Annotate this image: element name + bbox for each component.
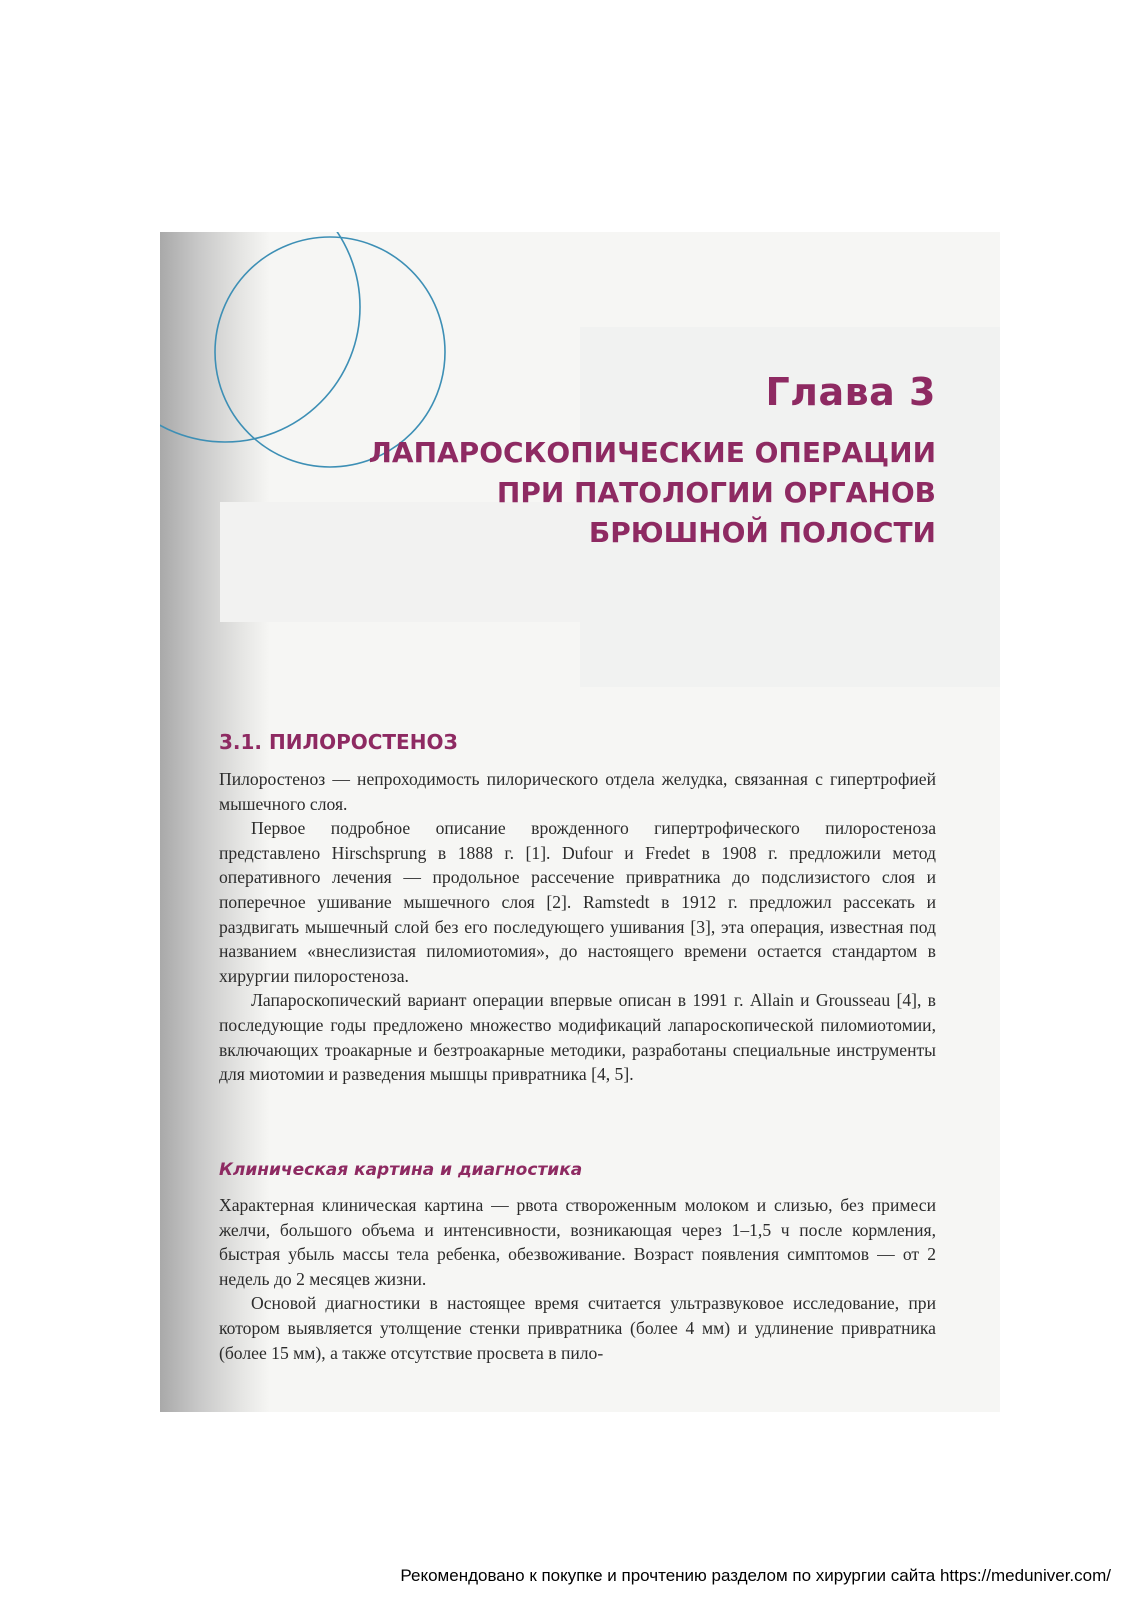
section-body	[219, 767, 936, 1087]
paragraph: Характерная клиническая картина — рвота створоженным молоком и слизью, без примеси желчи, большого объема и интенсивности, возникающая через 1–1,5 ч после кормления, быстрая убыль массы тела ребенка, обезвоживание. Возраст появления симптомов — от 2 недель до 2 месяцев жизни.	[219, 1195, 936, 1289]
chapter-title-line: ПРИ ПАТОЛОГИИ ОРГАНОВ	[496, 476, 936, 509]
chapter-title-line: ЛАПАРОСКОПИЧЕСКИЕ ОПЕРАЦИИ	[368, 436, 936, 469]
chapter-title	[330, 433, 936, 553]
paragraph: Основой диагностики в настоящее время считается ультразвуковое исследование, при котором выявляется утолщение стенки привратника (более 4 мм) и удлинение привратника (более 15 мм), а также отсутствие просвета в пило-	[219, 1293, 936, 1363]
decorative-arc-large	[160, 232, 360, 442]
section-heading: 3.1. ПИЛОРОСТЕНОЗ	[219, 730, 458, 754]
paragraph: Лапароскопический вариант операции впервые описан в 1991 г. Allain и Grousseau [4], в последующие годы предложено множество модификаций лапароскопической пиломиотомии, включающих троакарные и безтроакарные методики, разработаны специальные инструменты для миотомии и разведения мышцы привратника [4, 5].	[219, 990, 936, 1085]
chapter-number: Глава 3	[765, 370, 936, 414]
paragraph: Пилоростеноз — непроходимость пилорического отдела желудка, связанная с гипертрофией мышечного слоя.	[219, 769, 936, 814]
subsection-body	[219, 1193, 936, 1365]
chapter-title-line: БРЮШНОЙ ПОЛОСТИ	[588, 516, 936, 549]
footer-recommendation: Рекомендовано к покупке и прочтению разделом по хирургии сайта https://meduniver.com/	[400, 1566, 1111, 1585]
subsection-heading: Клиническая картина и диагностика	[219, 1160, 583, 1180]
paragraph: Первое подробное описание врожденного гипертрофического пилоростеноза представлено Hirschsprung в 1888 г. [1]. Dufour и Fredet в 1908 г. предложили метод оперативного лечения — продольное рассечение привратника до подслизистого слоя и поперечное ушивание мышечного слоя [2]. Ramstedt в 1912 г. предложил рассекать и раздвигать мышечный слой без его последующего ушивания [3], эта операция, известная под названием «внеслизистая пиломиотомия», до настоящего времени остается стандартом в хирургии пилоростеноза.	[219, 818, 936, 986]
